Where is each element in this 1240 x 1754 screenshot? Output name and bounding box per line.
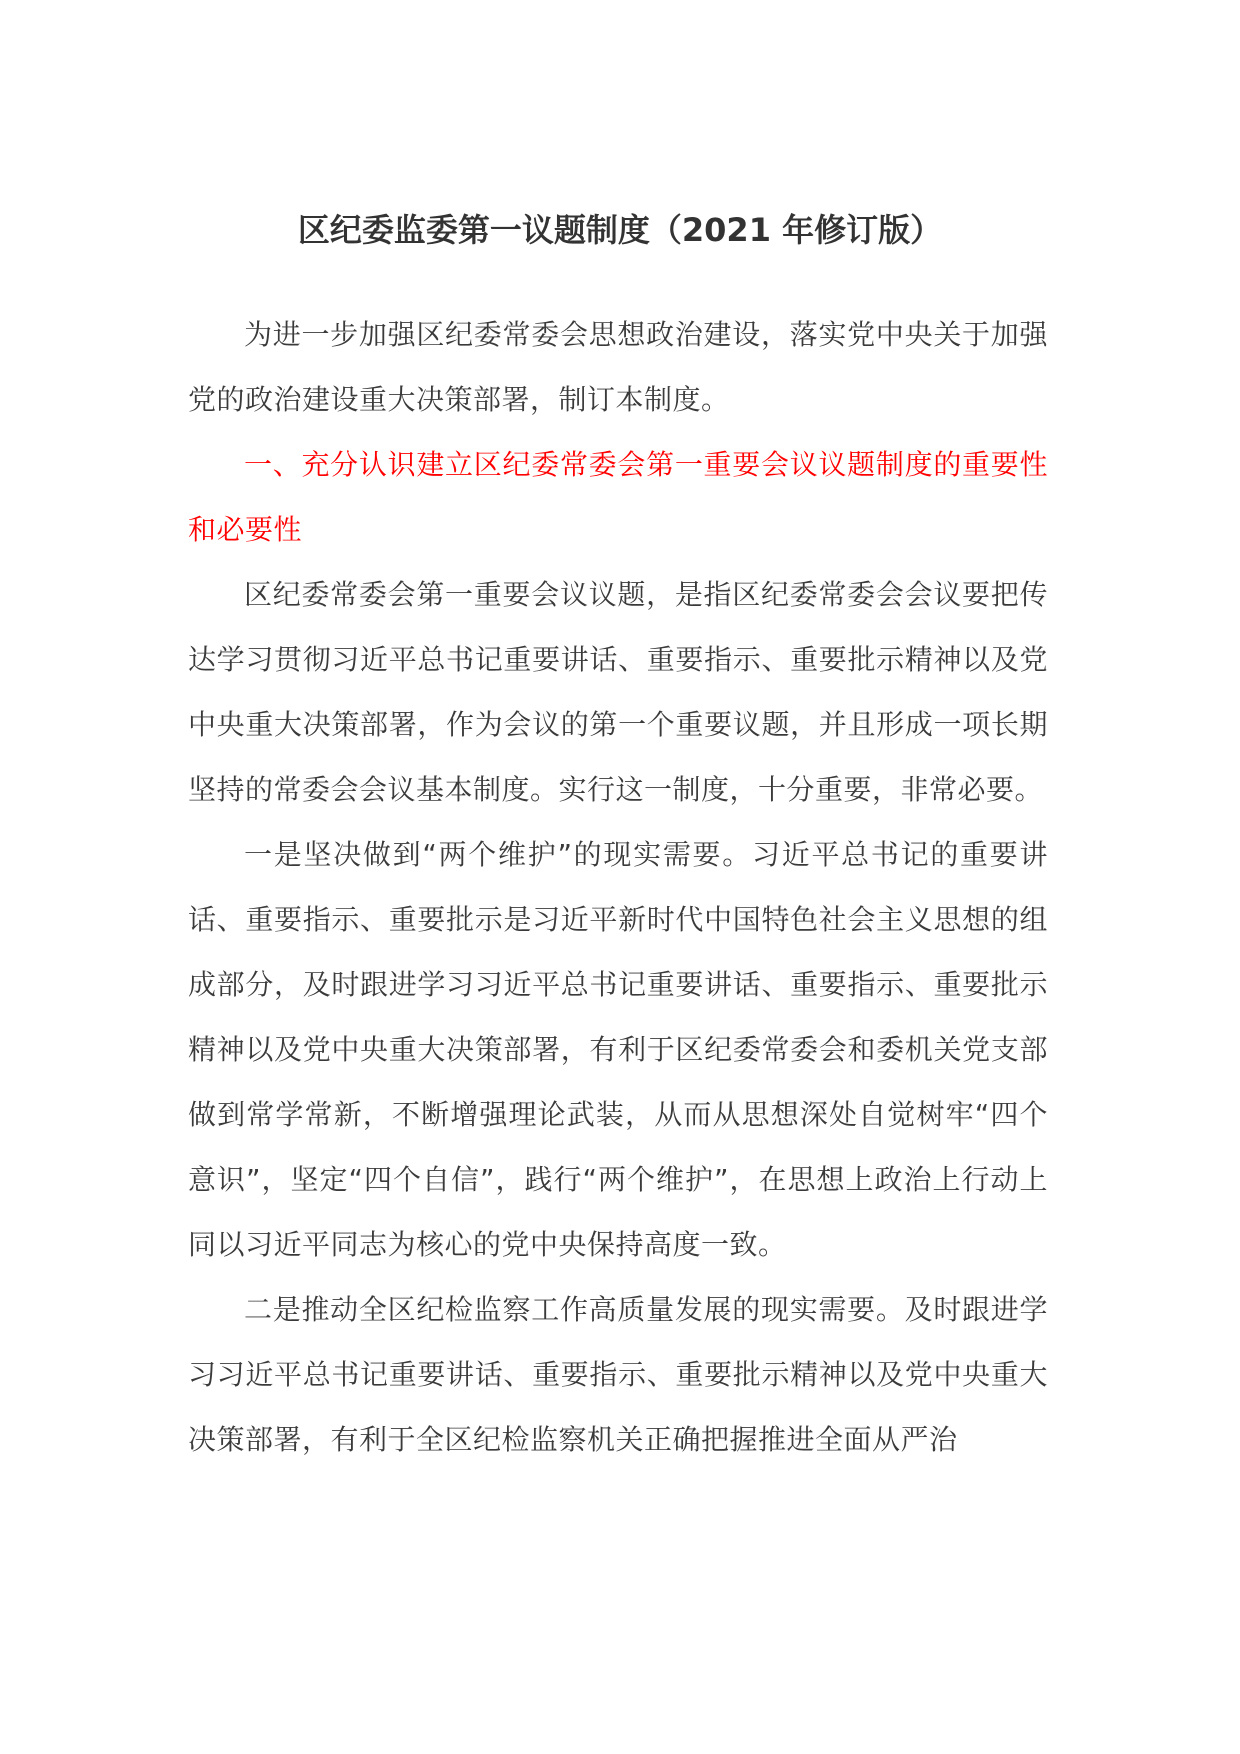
reason-two-paragraph: 二是推动全区纪检监察工作高质量发展的现实需要。及时跟进学习习近平总书记重要讲话、重要指示、重要批示精神以及党中央重大决策部署，有利于全区纪检监察机关正确把握推进全面从严治: [188, 1293, 1048, 1456]
document-body: [188, 302, 1048, 1472]
document-title: 区纪委监委第一议题制度（2021 年修订版）: [297, 211, 943, 249]
intro-paragraph: 为进一步加强区纪委常委会思想政治建设，落实党中央关于加强党的政治建设重大决策部署，制订本制度。: [188, 318, 1048, 416]
reason-one-paragraph: 一是坚决做到“两个维护”的现实需要。习近平总书记的重要讲话、重要指示、重要批示是习近平新时代中国特色社会主义思想的组成部分，及时跟进学习习近平总书记重要讲话、重要指示、重要批示精神以及党中央重大决策部署，有利于区纪委常委会和委机关党支部做到常学常新，不断增强理论武装，从而从思想深处自觉树牢“四个意识”，坚定“四个自信”，践行“两个维护”，在思想上政治上行动上同以习近平同志为核心的党中央保持高度一致。: [188, 838, 1048, 1261]
section-heading: 一、充分认识建立区纪委常委会第一重要会议议题制度的重要性和必要性: [188, 448, 1048, 546]
definition-paragraph: 区纪委常委会第一重要会议议题，是指区纪委常委会会议要把传达学习贯彻习近平总书记重要讲话、重要指示、重要批示精神以及党中央重大决策部署，作为会议的第一个重要议题，并且形成一项长期坚持的常委会会议基本制度。实行这一制度，十分重要，非常必要。: [188, 578, 1048, 806]
